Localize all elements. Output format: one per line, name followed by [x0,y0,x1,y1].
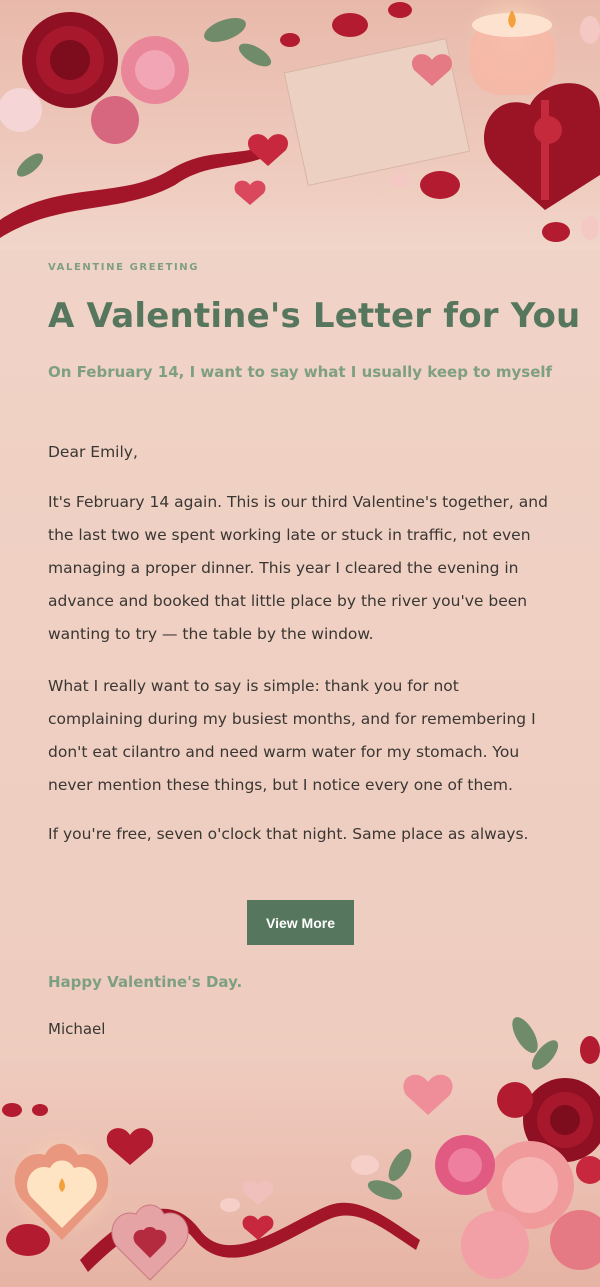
letter-paragraph: It's February 14 again. This is our third Valentine's together, and the last two we spent working late or stuck in traffic, not even managing a proper dinner. This year I cleared the evening in advance and booked that little place by the river you've been wanting to try — the table by the window. [48,493,548,643]
closing-line: Happy Valentine's Day. [48,973,243,991]
greeting: Dear Emily, [48,443,138,461]
letter-paragraph: What I really want to say is simple: thank you for not complaining during my busiest months, and for remembering I don't eat cilantro and need warm water for my stomach. You never mention these things, but I notice every one of them. [48,677,536,794]
eyebrow-label: VALENTINE GREETING [48,262,200,273]
candle-icon [462,0,562,95]
top-floral-banner [0,0,600,250]
subtitle: On February 14, I want to say what I usually keep to myself [48,363,553,381]
signature: Michael [48,1020,106,1038]
heart-candle-icon [7,1130,117,1240]
letter-paragraph: If you're free, seven o'clock that night. Same place as always. [48,825,529,843]
page-title: A Valentine's Letter for You [48,296,581,336]
top-banner-illustration [0,0,600,250]
view-more-button[interactable]: View More [247,900,354,945]
